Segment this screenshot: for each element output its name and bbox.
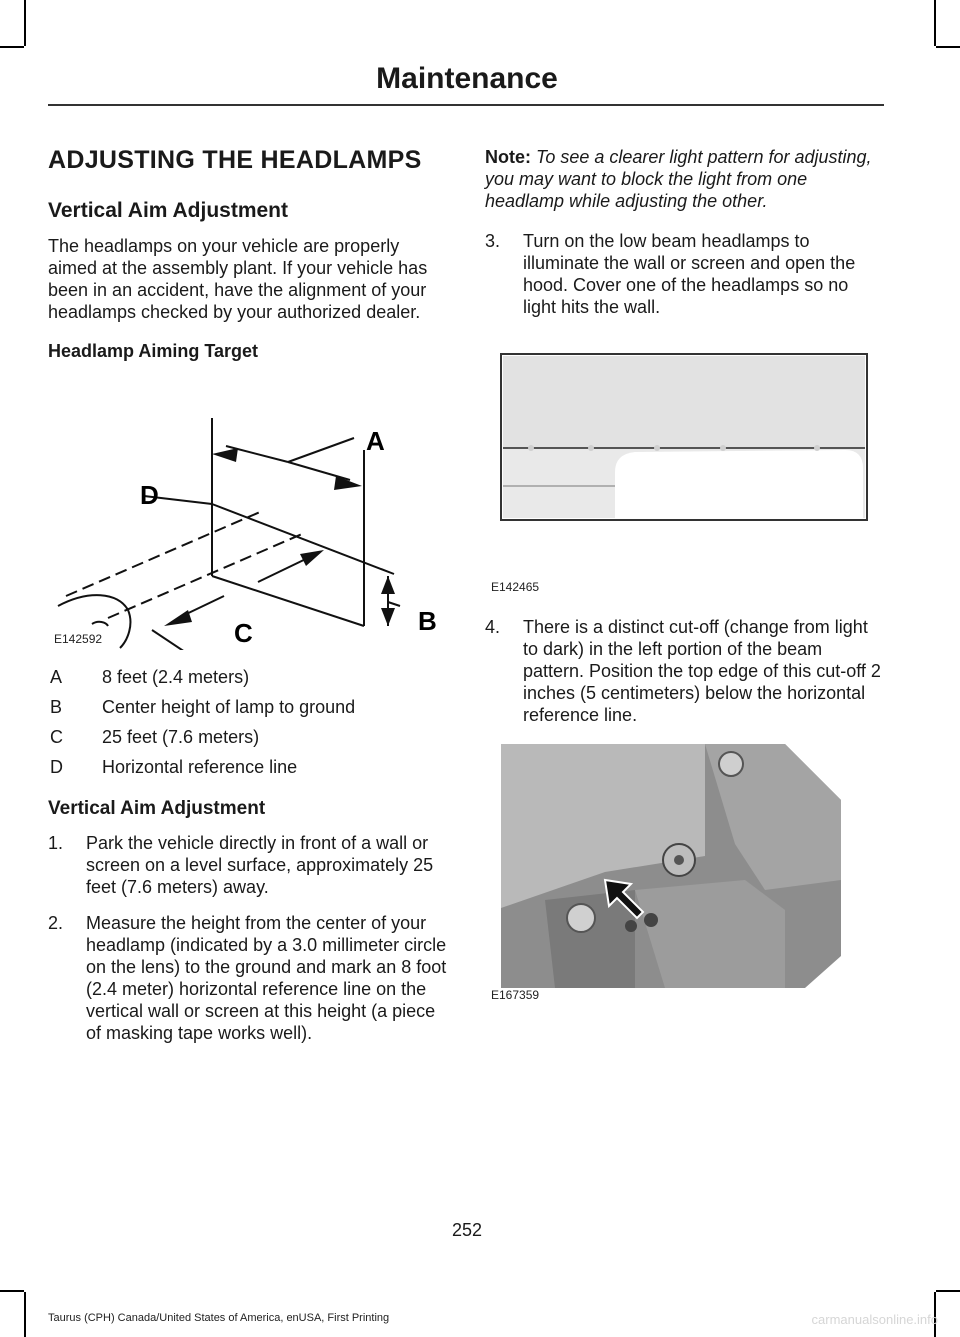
- legend-key: A: [50, 667, 63, 687]
- legend-key: B: [50, 697, 63, 717]
- step-text: Measure the height from the center of your headlamp (indicated by a 3.0 millimeter circle on the lens) to the ground and mark an 8 foot (2.4 meter) horizontal reference line on the vertical wall or screen at this height (a piece of masking tape works well).: [86, 913, 447, 1043]
- crop-mark: [24, 1292, 26, 1337]
- steps-heading: Vertical Aim Adjustment: [48, 798, 266, 819]
- steps-list-right-2: [485, 616, 885, 726]
- step-number: 4.: [485, 617, 501, 637]
- figure-code: E142465: [491, 580, 540, 594]
- step-text: Park the vehicle directly in front of a wall or screen on a level surface, approximately 25 feet (7.6 meters) away.: [86, 833, 434, 897]
- label-b: B: [418, 606, 437, 636]
- left-column: [48, 146, 448, 1058]
- subheading: Vertical Aim Adjustment: [48, 199, 289, 222]
- steps-list: [48, 832, 448, 1044]
- figure-code: E167359: [491, 988, 540, 1002]
- crop-mark: [0, 1290, 24, 1292]
- figure-legend: [48, 666, 448, 778]
- legend-text: Horizontal reference line: [102, 757, 298, 777]
- legend-key: C: [50, 727, 63, 747]
- step-text: There is a distinct cut-off (change from light to dark) in the left portion of the beam pattern. Position the top edge of this cut-off 2 inches (5 centimeters) below the horizontal reference line.: [523, 617, 881, 725]
- note-text: To see a clearer light pattern for adjusting, you may want to block the light from one headlamp while adjusting the other.: [485, 147, 872, 211]
- crop-mark: [24, 0, 26, 46]
- header-divider: [48, 104, 884, 106]
- step-number: 2.: [48, 913, 64, 933]
- crop-mark: [934, 0, 936, 46]
- legend-item: [48, 666, 448, 688]
- step-number: 1.: [48, 833, 64, 853]
- legend-item: [48, 696, 448, 718]
- page-section-title: Maintenance: [376, 62, 558, 95]
- adjuster-photo-figure: [485, 740, 885, 1010]
- page-number: 252: [451, 1220, 483, 1240]
- crop-mark: [936, 1290, 960, 1292]
- crop-mark: [0, 46, 24, 48]
- aiming-target-figure: [48, 370, 448, 650]
- crop-mark: [936, 46, 960, 48]
- steps-list-right: [485, 230, 885, 318]
- right-column: [485, 146, 885, 1010]
- intro-paragraph: The headlamps on your vehicle are properly aimed at the assembly plant. If your vehicle has been in an accident, have the alignment of your headlamps checked by your authorized dealer.: [48, 236, 428, 322]
- label-d: D: [140, 480, 159, 510]
- aiming-target-diagram: [48, 370, 448, 650]
- figure-title: Headlamp Aiming Target: [48, 341, 259, 361]
- step-text: Turn on the low beam headlamps to illuminate the wall or screen and open the hood. Cover one of the headlamps so no light hits the wall.: [523, 231, 856, 317]
- legend-text: Center height of lamp to ground: [102, 697, 356, 717]
- adjuster-photo-image: [485, 740, 885, 990]
- document-info: Taurus (CPH) Canada/United States of America, enUSA, First Printing: [48, 1312, 390, 1324]
- legend-text: 8 feet (2.4 meters): [102, 667, 250, 687]
- watermark: carmanualsonline.info: [811, 1312, 938, 1327]
- label-a: A: [366, 426, 385, 456]
- label-c: C: [234, 618, 253, 648]
- legend-item: [48, 756, 448, 778]
- note-label: Note:: [485, 147, 531, 167]
- step-item: [48, 912, 448, 1044]
- legend-text: 25 feet (7.6 meters): [102, 727, 260, 747]
- step-item: [48, 832, 448, 898]
- beam-pattern-image: [485, 332, 885, 582]
- beam-pattern-figure: [485, 332, 885, 602]
- step-item: [485, 616, 885, 726]
- main-heading: ADJUSTING THE HEADLAMPS: [48, 146, 422, 174]
- legend-item: [48, 726, 448, 748]
- legend-key: D: [50, 757, 63, 777]
- step-number: 3.: [485, 231, 501, 251]
- note: [485, 146, 885, 212]
- step-item: [485, 230, 885, 318]
- figure-code: E142592: [54, 632, 103, 646]
